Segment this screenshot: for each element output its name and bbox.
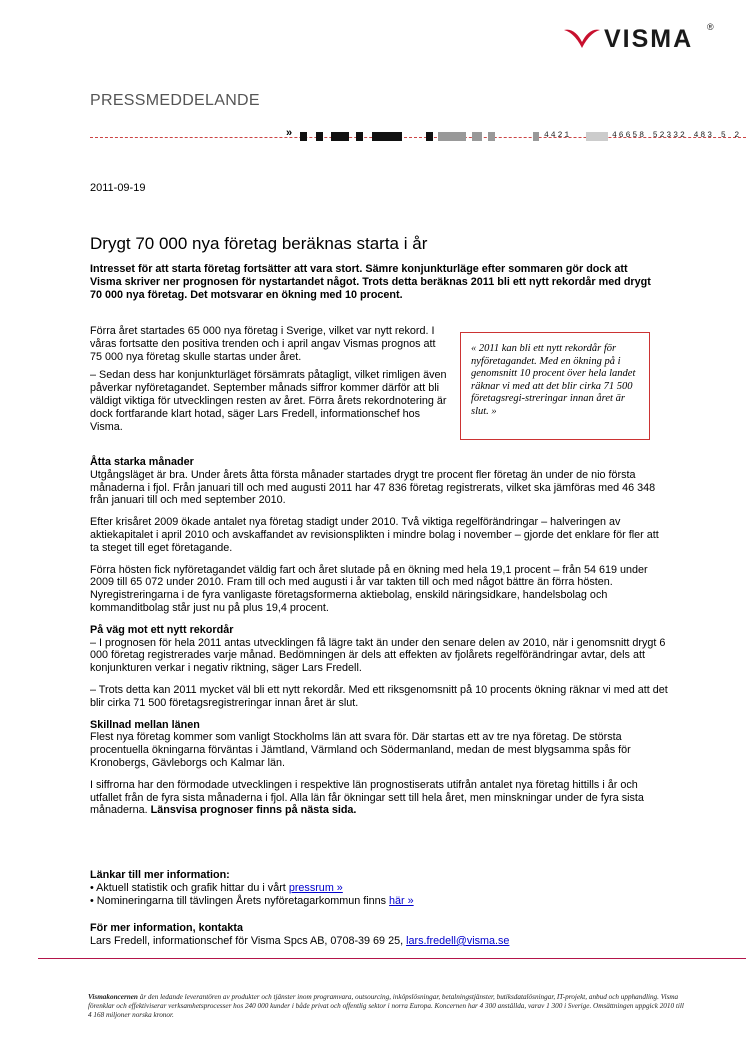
section-2-paragraph-1: – I prognosen för hela 2011 antas utvecklingen få lägre takt än under den senare delen av 2010, när i genomsnitt drygt 6 000 företag registrerades varje månad. Bedömningen är dels att effekten av fjolårets regelförändringar avtar, dels att konjunkturen verkar i negativ riktning, säger Lars Fredell. — [90, 636, 666, 675]
visma-logo — [562, 24, 722, 54]
section-1-paragraph-3: Förra hösten fick nyföretagandet väldig fart och året slutade på en ökning med hela 19,1 procent – från 54 619 under 2009 till 65 072 under 2010. Fram till och med augusti i år var takten till och med något bättre än förra hösten. Nyregistreringarna i de fyra vanligaste företagsformerna aktiebolag, enskild näringsidkare, handelsbolag och kommanditbolag står just nu på plus 19,4 procent. — [90, 563, 648, 614]
pressroom-link[interactable]: pressrum » — [288, 881, 343, 894]
barcode-number-1: 4421 — [544, 131, 572, 140]
chevron-icon: » — [286, 127, 293, 139]
header-barcode-bar — [90, 127, 746, 144]
press-release-label: PRESSMEDDELANDE — [90, 92, 260, 109]
link-item-pressroom: • Aktuell statistik och grafik hittar du i vårt pressrum » — [90, 881, 343, 894]
footer-company-info — [88, 993, 688, 1021]
section-3-paragraph-1: Flest nya företag kommer som vanligt Stockholms län att svara för. Där startas ett av tre nya företag. De största procentuella ökningarna förväntas i Jämtland, Värmland och Södermanland, medan de mest blygsamma spås för Kronobergs, Gävleborgs och Kalmar län. — [90, 731, 631, 769]
footer-company-name: Vismakoncernen — [88, 993, 138, 1001]
logo-text: VISMA — [604, 25, 694, 53]
section-3-paragraph-2-text: I siffrorna har den förmodade utvecklingen i respektive län prognostiserats utifrån antalet nya företag hittills i år och utfallet från de fyra sista månaderna i fjol. Alla län får ökningar sett till hela året, men minskningar under de fyra sista månaderna. — [90, 778, 644, 817]
intro-paragraph-1: Förra året startades 65 000 nya företag i Sverige, vilket var nytt rekord. I våras fortsatte den positiva trenden och i april angav Vismas prognos att 75 000 nya företag skulle startas under året. — [90, 325, 436, 363]
contact-heading: För mer information, kontakta — [90, 922, 243, 934]
article-body — [90, 456, 670, 817]
section-1-paragraph-2: Efter krisåret 2009 ökade antalet nya företag stadigt under 2010. Två viktiga regelförändringar – halveringen av aktiekapitalet i april 2010 och avskaffandet av revisionsplikten i mindre bolag i november – gjorde det enklare för fler att ta steget till eget företagande. — [90, 516, 659, 554]
barcode-marks — [286, 132, 746, 142]
footer-text: är den ledande leverantören av produkter och tjänster inom programvara, outsourcing, inköpslösningar, betalningstjänster, butiksdatalösningar, IT-projekt, anbud och upphandling. Visma förenklar och effektiviserar verksamhetsprocesser hos 240 000 kunder i både privat och offentlig sektor i norra Europa. Koncernen har 4 300 anställda, varav 1 300 i Sverige. Omsättningen uppgick 2010 till 4 168 miljoner norska kronor. — [88, 993, 684, 1020]
section-2-paragraph-2: – Trots detta kan 2011 mycket väl bli ett nytt rekordår. Med ett riksgenomsnitt på 10 procents ökning räknar vi med att det blir cirka 71 500 företagsregistreringar innan året är slut. — [90, 683, 668, 709]
lead-paragraph: Intresset för att starta företag fortsätter att vara stort. Sämre konjunkturläge efter sommaren gör dock att Visma skriver ner prognosen för nystartandet något. Trots detta beräknas 2011 bli ett nytt rekordår med drygt 70 000 nya företag. Det motsvarar en ökning med 10 procent. — [90, 263, 651, 301]
county-forecast-note: Länsvisa prognoser finns på nästa sida. — [150, 804, 357, 817]
contact-line: Lars Fredell, informationschef för Visma Spcs AB, 0708-39 69 25, lars.fredell@visma.se — [90, 934, 510, 947]
section-heading-1: Åtta starka månader — [90, 456, 194, 468]
section-1-paragraph-1: Utgångsläget är bra. Under årets åtta första månader startades drygt tre procent fler företag än under de nio första månaderna i fjol. Från januari till och med augusti 2011 har 47 836 företag registrerats, vilket ska jämföras med 46 348 från januari till och med september 2010. — [90, 468, 656, 507]
barcode-number-2: 46658 52332 483 5 2 — [612, 131, 742, 140]
links-section — [90, 869, 670, 907]
page-title: Drygt 70 000 nya företag beräknas starta i år — [90, 234, 428, 253]
links-heading: Länkar till mer information: — [90, 869, 230, 881]
section-heading-3: Skillnad mellan länen — [90, 718, 200, 731]
contact-section — [90, 922, 670, 948]
link-item-nominations: • Nomineringarna till tävlingen Årets nyföretagarkommun finns här » — [90, 894, 414, 907]
intro-column — [90, 325, 450, 439]
section-3-paragraph-2 — [90, 779, 670, 817]
nominations-link[interactable]: här » — [389, 894, 414, 907]
logo-registered-mark: ® — [707, 22, 714, 32]
pull-quote: « 2011 kan bli ett nytt rekordår för nyföretagandet. Med en ökning på i genomsnitt 10 procent över hela landet räknar vi med att det blir cirka 71 500 företagsregi-streringar innan året är slut. » — [460, 332, 650, 440]
footer-divider — [38, 958, 746, 959]
intro-paragraph-2: – Sedan dess har konjunkturläget försämrats påtagligt, vilket rimligen även påverkar nyföretagandet. September månads siffror kommer därför att bli väldigt viktiga för utvecklingen resten av året. Förra årets rekordnotering är dock fortfarande klart hotad, säger Lars Fredell, informationschef hos Visma. — [90, 369, 447, 433]
contact-email-link[interactable]: lars.fredell@visma.se — [406, 934, 510, 947]
visma-swoosh-icon — [562, 26, 602, 50]
section-heading-2: På väg mot ett nytt rekordår — [90, 623, 234, 636]
release-date: 2011-09-19 — [90, 182, 146, 194]
